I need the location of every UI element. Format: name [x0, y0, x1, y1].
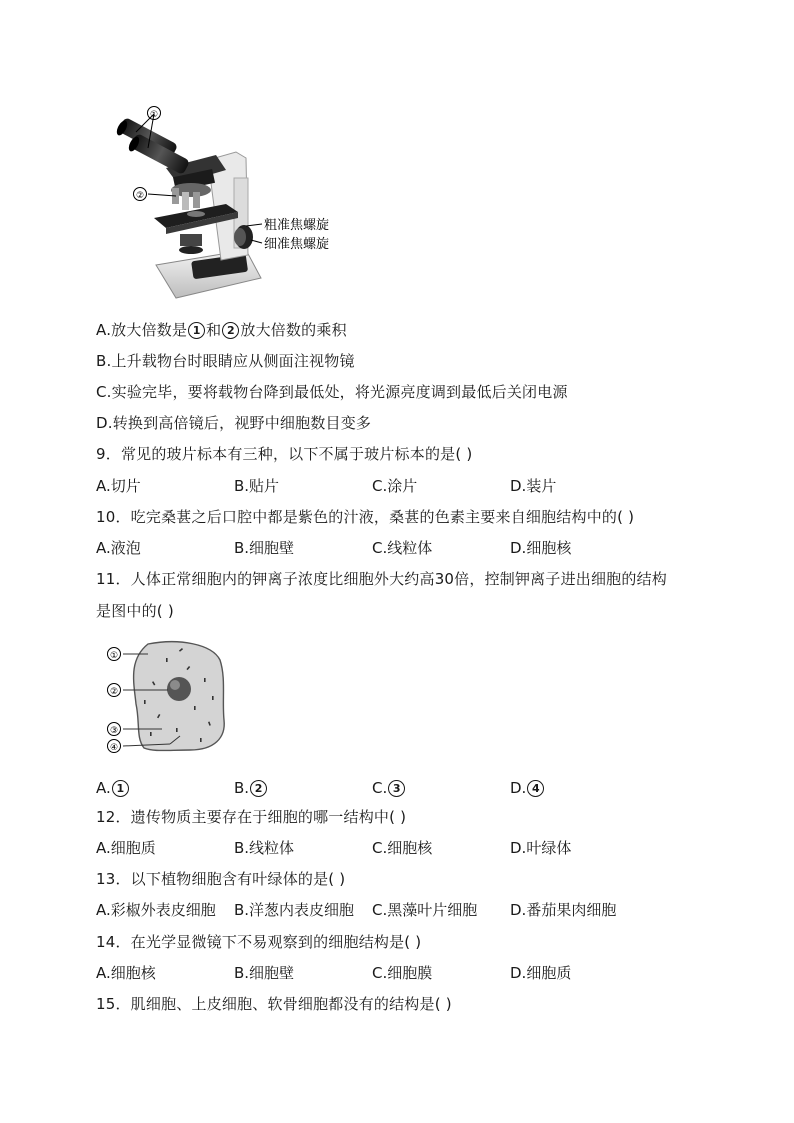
q11-option-d: D. 4	[510, 778, 545, 798]
q12-stem: 12．遗传物质主要存在于细胞的哪一结构中( )	[96, 808, 407, 826]
q13-option-a: A.彩椒外表皮细胞	[96, 901, 216, 919]
q13-stem: 13．以下植物细胞含有叶绿体的是( )	[96, 870, 346, 888]
q15-stem: 15．肌细胞、上皮细胞、软骨细胞都没有的结构是( )	[96, 995, 452, 1013]
q11-option-b: B. 2	[234, 778, 268, 798]
q12-option-c: C.细胞核	[372, 839, 433, 857]
cell-label-4: ④	[109, 743, 119, 753]
q8-option-a: A.放大倍数是 1 和 2 放大倍数的乘积	[96, 321, 347, 339]
q9-option-d: D.装片	[510, 477, 557, 495]
microscope-figure	[96, 100, 346, 305]
q14-option-c: C.细胞膜	[372, 964, 433, 982]
mark-1: 1	[188, 322, 205, 339]
q13-option-d: D.番茄果肉细胞	[510, 901, 617, 919]
q10-stem: 10．吃完桑葚之后口腔中都是紫色的汁液，桑葚的色素主要来自细胞结构中的( )	[96, 508, 635, 526]
q10-option-c: C.线粒体	[372, 539, 433, 557]
q9-option-a: A.切片	[96, 477, 141, 495]
q14-option-d: D.细胞质	[510, 964, 572, 982]
q11-stem-line2: 是图中的( )	[96, 602, 174, 620]
coarse-adjustment-label: 粗准焦螺旋	[264, 218, 330, 233]
q8-option-b: B.上升载物台时眼睛应从侧面注视物镜	[96, 352, 355, 370]
q11-stem-line1: 11．人体正常细胞内的钾离子浓度比细胞外大约高30倍，控制钾离子进出细胞的结构	[96, 570, 667, 588]
q14-stem: 14．在光学显微镜下不易观察到的细胞结构是( )	[96, 933, 422, 951]
q12-option-b: B.线粒体	[234, 839, 295, 857]
q9-stem: 9．常见的玻片标本有三种，以下不属于玻片标本的是( )	[96, 445, 473, 463]
q9-option-b: B.贴片	[234, 477, 280, 495]
q10-option-d: D.细胞核	[510, 539, 572, 557]
microscope-label-2: ②	[135, 191, 145, 201]
q8-option-c: C.实验完毕，要将载物台降到最低处，将光源亮度调到最低后关闭电源	[96, 383, 568, 401]
cell-label-3: ③	[109, 726, 119, 736]
q11-option-c: C. 3	[372, 778, 406, 798]
q10-option-b: B.细胞壁	[234, 539, 295, 557]
cell-label-1: ①	[109, 651, 119, 661]
q12-option-d: D.叶绿体	[510, 839, 572, 857]
mark-2: 2	[222, 322, 239, 339]
q9-option-c: C.涂片	[372, 477, 418, 495]
animal-cell-figure	[104, 638, 234, 760]
q14-option-b: B.细胞壁	[234, 964, 295, 982]
q13-option-b: B.洋葱内表皮细胞	[234, 901, 355, 919]
q11-option-a: A. 1	[96, 778, 130, 798]
q12-option-a: A.细胞质	[96, 839, 156, 857]
microscope-label-1: ①	[149, 110, 159, 120]
cell-label-2: ②	[109, 687, 119, 697]
q13-option-c: C.黑藻叶片细胞	[372, 901, 478, 919]
fine-adjustment-label: 细准焦螺旋	[264, 237, 330, 252]
q10-option-a: A.液泡	[96, 539, 141, 557]
q8-option-d: D.转换到高倍镜后，视野中细胞数目变多	[96, 414, 372, 432]
q14-option-a: A.细胞核	[96, 964, 156, 982]
